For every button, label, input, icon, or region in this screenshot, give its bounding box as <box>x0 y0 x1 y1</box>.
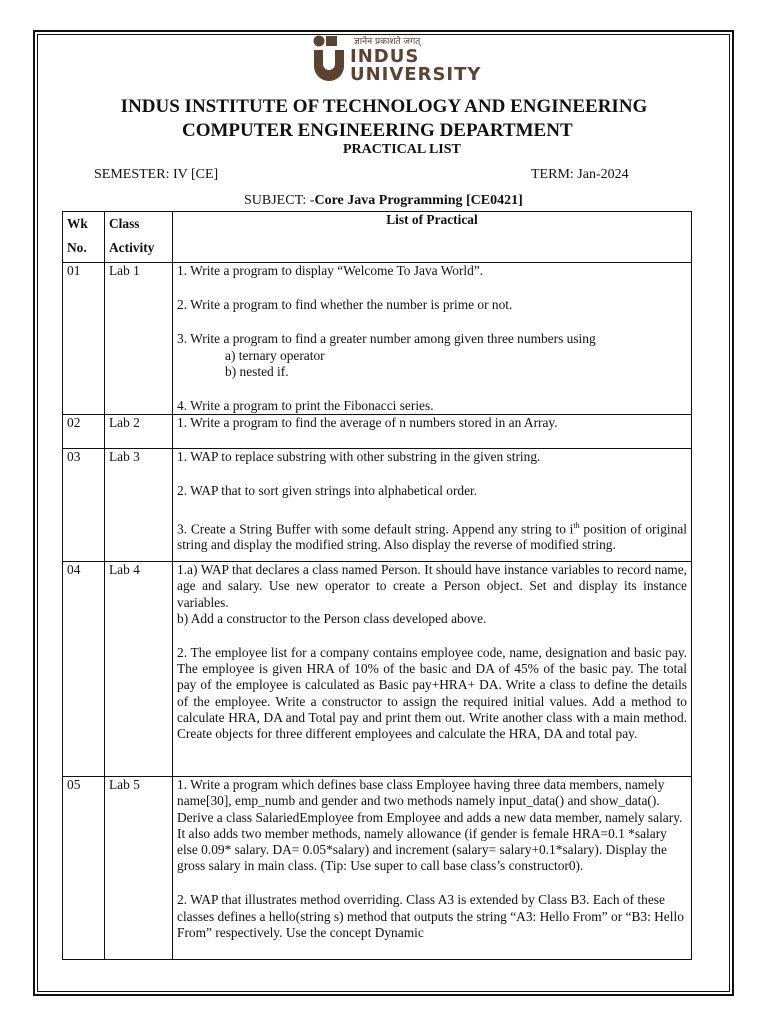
lab-name: Lab 1 <box>105 263 173 415</box>
department-title: COMPUTER ENGINEERING DEPARTMENT <box>182 120 573 141</box>
lab-name: Lab 2 <box>105 415 173 449</box>
practical-item: 2. Write a program to find whether the number is prime or not. <box>177 297 513 313</box>
lab-name: Lab 5 <box>105 777 173 960</box>
table-row <box>63 415 692 449</box>
semester-label: SEMESTER: IV [CE] <box>94 167 219 182</box>
practical-item: 1.a) WAP that declares a class named Person. It should have instance variables to record name, age and salary. Use new operator to create a Person object. Set and display its instance variables. <box>177 562 687 610</box>
logo-text-indus: INDUS <box>350 46 420 67</box>
logo-text-university: UNIVERSITY <box>350 64 482 85</box>
practical-item: 2. WAP that illustrates method overriding. Class A3 is extended by Class B3. Each of these classes defines a hello(string s) method that outputs the string “A3: Hello From” or “B3: Hello From” respectively. Use the concept Dynamic <box>177 892 684 940</box>
practical-list-table <box>62 211 692 960</box>
practical-item: 1. Write a program which defines base class Employee having three data members, namely name[30], emp_numb and gender and two methods namely input_data() and show_data(). Derive a class SalariedEmployee from Employee and adds a new data member, namely salary. It also adds two member methods, namely allowance (if gender is female HRA=0.1 *salary else 0.09* salary. DA= 0.05*salary) and increment (salary= salary+0.1*salary). Display the gross salary in main class. (Tip: Use super to call base class’s constructor0). <box>177 777 683 874</box>
university-logo <box>312 34 502 86</box>
week-number: 02 <box>63 415 105 449</box>
term-label: TERM: Jan-2024 <box>531 167 629 182</box>
practical-item: 1. WAP to replace substring with other substring in the given string. <box>177 449 541 465</box>
practical-item: 1. Write a program to find the average of n numbers stored in an Array. <box>177 415 558 431</box>
practical-item: 3. Create a String Buffer with some default string. Append any string to $i^{th}$ position of original string and display the modified string. Also display the reverse of modified string. <box>177 520 687 553</box>
practical-list-cell <box>173 449 692 562</box>
subject-line: SUBJECT: -Core Java Programming [CE0421] <box>244 193 523 208</box>
practical-subitem: b) nested if. <box>225 363 289 379</box>
week-number: 05 <box>63 777 105 960</box>
table-row <box>63 777 692 960</box>
table-row <box>63 263 692 415</box>
header-list-of-practical: List of Practical <box>173 212 692 263</box>
week-number: 03 <box>63 449 105 562</box>
header-week-number: Wk No. <box>63 212 105 263</box>
practical-item: 4. Write a program to print the Fibonacci series. <box>177 398 434 414</box>
lab-name: Lab 3 <box>105 449 173 562</box>
institute-title: INDUS INSTITUTE OF TECHNOLOGY AND ENGINEERING <box>120 96 648 117</box>
table-header-row <box>63 212 692 263</box>
header-class-activity: Class Activity <box>105 212 173 263</box>
table-row <box>63 562 692 777</box>
table-row <box>63 449 692 562</box>
logo-tagline: ज्ञानेन प्रकाशते जगत् <box>354 37 421 47</box>
practical-list-cell <box>173 777 692 960</box>
practical-item: 2. The employee list for a company contains employee code, name, designation and basic pay. The employee is given HRA of 10% of the basic and DA of 45% of the basic pay. The total pay of the employee is calculated as Basic pay+HRA+ DA. Write a class to define the details of the employee. Write a constructor to assign the required initial values. Add a method to calculate HRA, DA and Total pay and print them out. Write another class with a main method. Create objects for three different employees and calculate the HRA, DA and total pay. <box>177 645 687 742</box>
week-number: 04 <box>63 562 105 777</box>
practical-item: 3. Write a program to find a greater number among given three numbers using <box>177 331 596 347</box>
practical-item: 2. WAP that to sort given strings into alphabetical order. <box>177 483 478 499</box>
practical-list-cell <box>173 263 692 415</box>
practical-item: 1. Write a program to display “Welcome To Java World”. <box>177 263 484 278</box>
practical-subitem: a) ternary operator <box>225 347 325 363</box>
practical-subitem: b) Add a constructor to the Person class developed above. <box>177 610 487 626</box>
document-title: PRACTICAL LIST <box>343 142 461 157</box>
indus-emblem-icon <box>312 34 346 84</box>
week-number: 01 <box>63 263 105 415</box>
practical-list-cell <box>173 415 692 449</box>
lab-name: Lab 4 <box>105 562 173 777</box>
practical-list-cell <box>173 562 692 777</box>
